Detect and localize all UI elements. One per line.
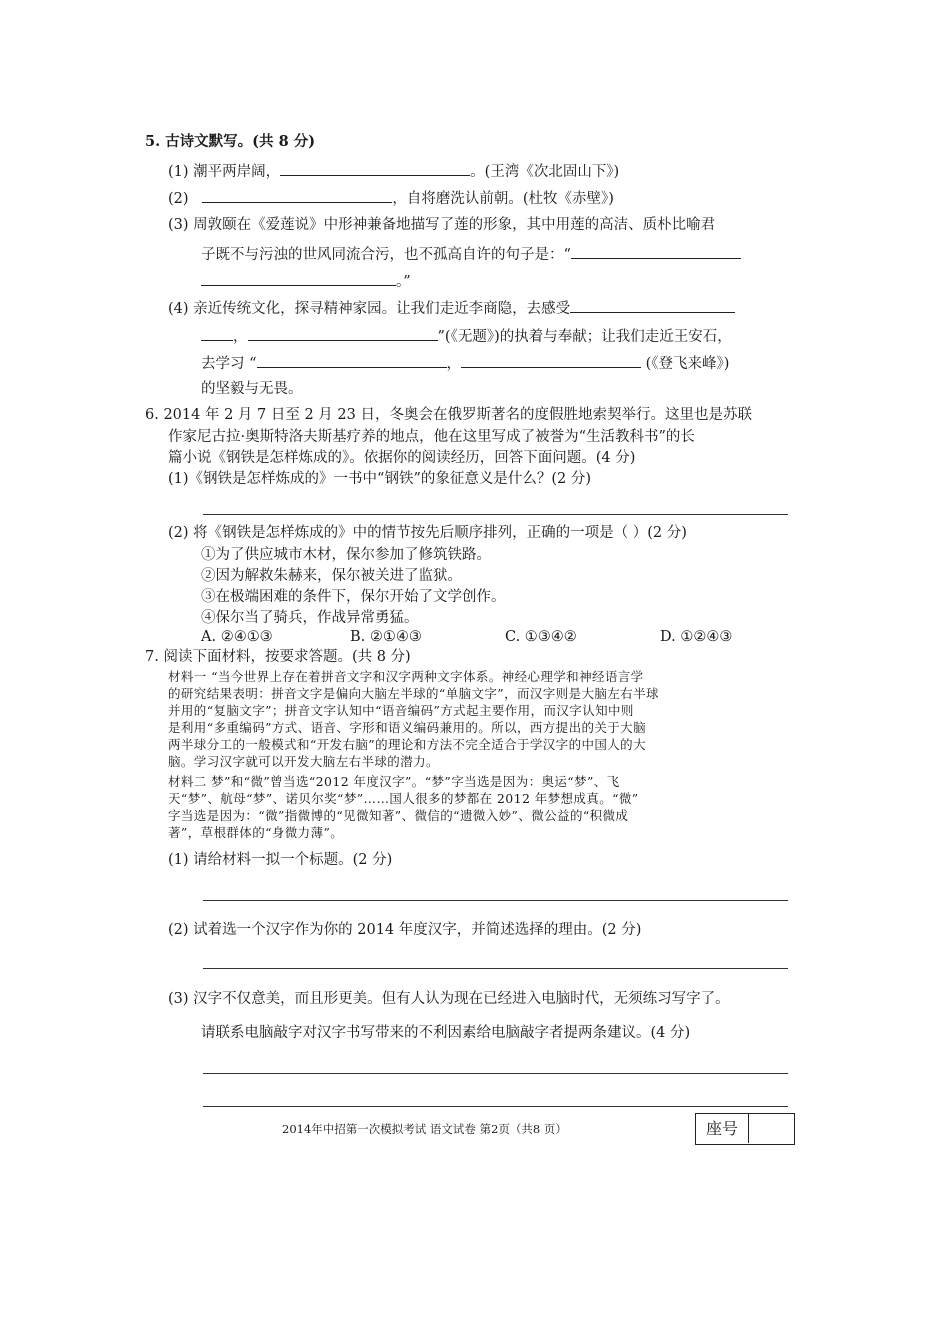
q7-sub3-line1: (3) 汉字不仅意美，而且形更美。但有人认为现在已经进入电脑时代，无须练习写字了。 [168,991,730,1007]
q6-option-c[interactable]: C. ①③④② [505,629,577,645]
q7-material1-line: 并用的“复脑文字”；拼音文字认知中“语音编码”方式起主要作用，而汉字认知中则 [168,703,634,718]
q7-sub2: (2) 试着选一个汉字作为你的 2014 年度汉字，并简述选择的理由。(2 分) [168,922,642,938]
q5-sub2-source: ，自将磨洗认前朝。(杜牧《赤壁》) [392,191,614,207]
answer-line[interactable] [203,1106,788,1107]
q5-sub4-learn: 去学习 “ [201,356,257,372]
q7-material1-line: 的研究结果表明：拼音文字是偏向大脑左半球的“单脑文字”，而汉字则是大脑左右半球 [168,686,659,701]
q6-item: ①为了供应城市木材，保尔参加了修筑铁路。 [201,547,491,563]
answer-blank[interactable] [248,326,438,341]
q7-material1-line: 材料一 “当今世界上存在着拼音文字和汉字两种文字体系。神经心理学和神经语言学 [168,669,644,684]
answer-blank[interactable] [257,353,447,368]
q7-material2-line: 字当选是因为：“微”指微博的“见微知著”、微信的“遗微入妙”、微公益的“积微成 [168,808,629,823]
q5-sub4-line2 [201,326,732,346]
answer-blank[interactable] [570,298,735,313]
page-footer: 2014年中招第一次模拟考试 语文试卷 第2页（共8 页） [282,1122,567,1136]
q5-sub1 [168,161,619,181]
q5-sub1-source: 。(王湾《次北固山下》) [470,164,620,180]
q7-sub3-line2: 请联系电脑敲字对汉字书写带来的不利因素给电脑敲字者提两条建议。(4 分) [201,1025,691,1041]
answer-blank[interactable] [201,326,233,341]
answer-blank[interactable] [201,271,396,286]
q7-material2-line: 材料二 梦”和“微”曾当选“2012 年度汉字”。“梦”字当选是因为：奥运“梦”、飞 [168,774,620,789]
seat-number-box [695,1113,795,1145]
q6-item: ③在极端困难的条件下，保尔开始了文学创作。 [201,589,506,605]
answer-line[interactable] [203,900,788,901]
q6-line3: 篇小说《钢铁是怎样炼成的》。依据你的阅读经历，回答下面问题。(4 分) [168,450,636,466]
answer-blank[interactable] [280,161,470,176]
answer-blank[interactable] [461,353,641,368]
q5-sub3-end: 。” [396,274,411,290]
q7-material1-line: 是利用“多重编码”方式、语音、字形和语义编码兼用的。所以，西方提出的关于大脑 [168,720,646,735]
q5-sub3-line2 [201,244,741,264]
q5-sub4-comma: ， [233,329,248,345]
seat-label: 座号 [696,1114,749,1143]
seat-number-field[interactable] [750,1114,793,1143]
q6-line1: 6. 2014 年 2 月 7 日至 2 月 23 日，冬奥会在俄罗斯著名的度假胜地索契举行。这里也是苏联 [145,407,752,423]
q7-sub1: (1) 请给材料一拟一个标题。(2 分) [168,852,393,868]
q5-sub1-prompt: (1) 潮平两岸阔， [168,164,281,180]
q5-sub4-line3 [201,353,729,373]
q7-material1-line: 脑。学习汉字就可以开发大脑左右半球的潜力。 [168,754,439,769]
q7-title: 7. 阅读下面材料，按要求答题。(共 8 分) [145,649,411,665]
answer-blank[interactable] [571,244,741,259]
q7-material2-line: 著”，草根群体的“身微力薄”。 [168,825,344,840]
q5-sub3-line3 [201,271,411,291]
answer-blank[interactable] [202,188,392,203]
q5-sub4-source2: (《登飞来峰》) [645,356,730,372]
q5-title: 5. 古诗文默写。(共 8 分) [145,133,316,150]
q6-line2: 作家尼古拉·奥斯特洛夫斯基疗养的地点，他在这里写成了被誉为“生活教科书”的长 [168,429,695,445]
q6-option-b[interactable]: B. ②①④③ [350,629,422,645]
q5-sub3-text: 子既不与污浊的世风同流合污，也不孤高自许的句子是：“ [201,247,571,263]
q5-sub4-source1: ”(《无题》)的执着与奉献；让我们走近王安石， [437,329,732,345]
q6-option-d[interactable]: D. ①②④③ [660,629,733,645]
q6-sub2: (2) 将《钢铁是怎样炼成的》中的情节按先后顺序排列，正确的一项是（ ）(2 分) [168,525,687,541]
q5-sub4-line1 [168,298,735,318]
q5-sub2-number: (2) [168,191,189,207]
q6-item: ②因为解救朱赫来，保尔被关进了监狱。 [201,568,462,584]
q5-sub4-line4: 的坚毅与无畏。 [201,381,303,397]
q5-sub2 [168,188,614,208]
answer-line[interactable] [203,514,788,515]
q6-item: ④保尔当了骑兵，作战异常勇猛。 [201,610,419,626]
q6-option-a[interactable]: A. ②④①③ [201,629,273,645]
answer-line[interactable] [203,968,788,969]
q5-sub4-comma2: ， [446,356,462,372]
q5-sub3-line1: (3) 周敦颐在《爱莲说》中形神兼备地描写了莲的形象，其中用莲的高洁、质朴比喻君 [168,217,716,233]
q7-material1-line: 两半球分工的一般模式和“开发右脑”的理论和方法不完全适合于学汉字的中国人的大 [168,737,646,752]
answer-line[interactable] [203,1073,788,1074]
q7-material2-line: 天“梦”、航母“梦”、诺贝尔奖“梦”……国人很多的梦都在 2012 年梦想成真。“微” [168,791,639,806]
q6-sub1: (1)《钢铁是怎样炼成的》一书中“钢铁”的象征意义是什么？(2 分) [168,471,592,487]
q5-sub4-text: (4) 亲近传统文化，探寻精神家园。让我们走近李商隐，去感受 [168,301,571,317]
